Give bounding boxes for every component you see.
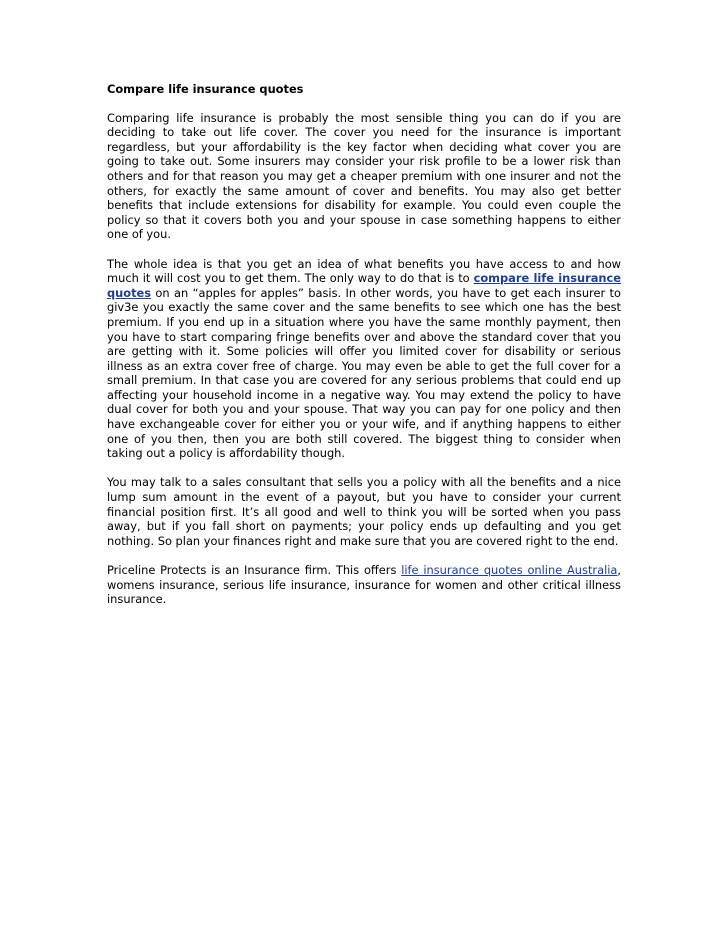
paragraph-2-text-after: on an “apples for apples” basis. In other words, you have to get each insurer to giv3e you exactly the same cover and the same benefits to see which one has the best premium. If you end up in a situation where you have the same monthly payment, then you have to start comparing fringe benefits over and above the standard cover that you are getting with it. Some policies will offer you limited cover for disability or serious illness as an extra cover free of charge. You may even be able to get the full cover for a small premium. In that case you are covered for any serious problems that could end up affecting your household income in a negative way. You may extend the policy to have dual cover for both you and your spouse. That way you can pay for one policy and then have exchangeable cover for either you or your wife, and if anything happens to either one of you then, then you are both still covered. The biggest thing to consider when taking out a policy is affordability though. — [107, 285, 621, 461]
document-page — [107, 82, 621, 621]
paragraph-3: You may talk to a sales consultant that sells you a policy with all the benefits and a nice lump sum amount in the event of a payout, but you have to consider your current financial position first. It’s all good and well to think you will be sorted when you pass away, but if you fall short on payments; your policy ends up defaulting and you get nothing. So plan your finances right and make sure that you are covered right to the end. — [107, 475, 621, 548]
paragraph-4 — [107, 563, 621, 607]
paragraph-2-text-before: The whole idea is that you get an idea of what benefits you have access to and how much it will cost you to get them. The only way to do that is to — [107, 256, 621, 286]
paragraph-4-text-after: , womens insurance, serious life insurance, insurance for women and other critical illness insurance. — [107, 563, 622, 607]
document-title: Compare life insurance quotes — [107, 82, 304, 96]
paragraph-1: Comparing life insurance is probably the most sensible thing you can do if you are deciding to take out life cover. The cover you need for the insurance is important regardless, but your affordability is the key factor when deciding what cover you are going to take out. Some insurers may consider your risk profile to be a lower risk than others and for that reason you may get a cheaper premium with one insurer and not the others, for exactly the same amount of cover and benefits. You may also get better benefits that include extensions for disability for example. You could even couple the policy so that it covers both you and your spouse in case something happens to either one of you. — [107, 110, 621, 242]
paragraph-4-text-before: Priceline Protects is an Insurance firm. This offers — [107, 563, 402, 577]
compare-life-insurance-quotes-link[interactable]: compare life insurance quotes — [107, 271, 622, 300]
paragraph-2 — [107, 257, 621, 461]
life-insurance-quotes-online-australia-link[interactable]: life insurance quotes online Australia — [401, 563, 618, 577]
